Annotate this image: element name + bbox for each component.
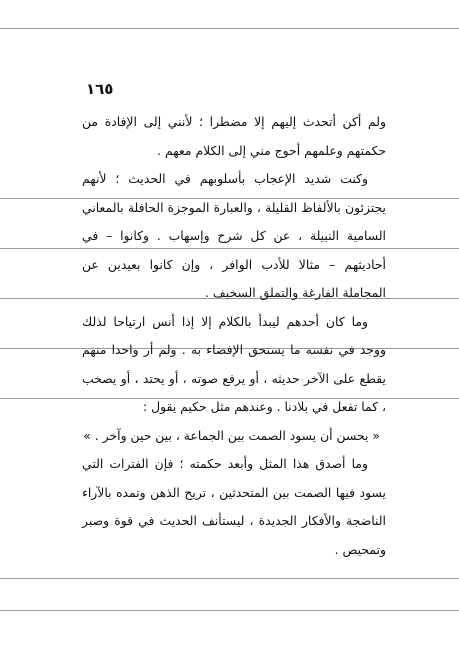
scan-rule	[0, 28, 459, 29]
scan-rule	[0, 578, 459, 579]
page-number: ١٦٥	[86, 80, 114, 98]
paragraph: وكنت شديد الإعجاب بأسلوبهم في الحديث ؛ لأنهم يجتزئون بالألفاظ القليلة ، والعبارة الموجزة الحافلة بالمعاني السامية النبيلة ، عن كل شرح وإسهاب . وكانوا – في أحاديثهم – مثالا للأدب الوافر ، وإن كانوا بعيدين عن المجاملة الفارغة والتملق السخيف .	[82, 171, 386, 300]
scan-rule	[0, 610, 459, 611]
paragraph: وما كان أحدهم ليبدأ بالكلام إلا إذا أنس ارتياحا لذلك ووجد في نفسه ما يستحق الإفضاء به . ولم أر واحدا منهم يقطع على الآخر حديثه ، أو يرفع صوته ، أو يحتد ، أو يصخب ، كما تفعل في بلادنا . وعندهم مثل حكيم يقول :	[82, 313, 386, 414]
paragraph: وما أصدق هذا المثل وأبعد حكمته ؛ فإن الفترات التي يسود فيها الصمت بين المتحدثين ، تريح الذهن وتمده بالآراء الناضجة والأفكار الجديدة ، ليستأنف الحديث في قوة وصبر وتمحيص .	[82, 456, 386, 557]
quotation: « يحسن أن يسود الصمت بين الجماعة ، بين حين وآخر . »	[83, 427, 380, 443]
paragraph: ولم أكن أتحدث إليهم إلا مضطرا ؛ لأنني إلى الإفادة من حكمتهم وعلمهم أحوج مني إلى الكلام معهم .	[82, 114, 386, 158]
body-text	[82, 108, 386, 564]
